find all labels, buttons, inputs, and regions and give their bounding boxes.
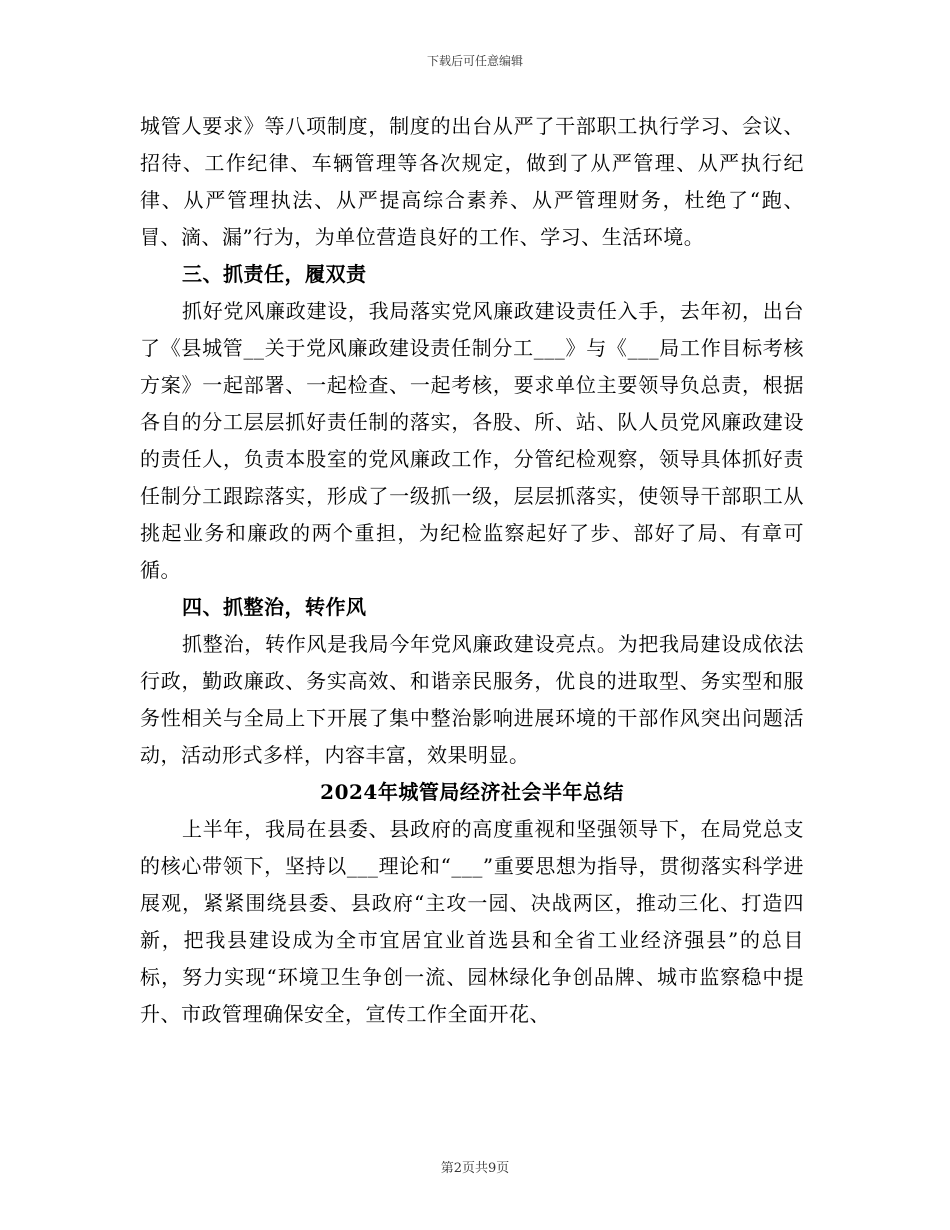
section-heading-4: 四、抓整治，转作风 [182, 595, 367, 619]
page-footer: 第2页共9页 [440, 1161, 510, 1176]
paragraph-4: 上半年，我局在县委、县政府的高度重视和坚强领导下，在局党总支的核心带领下，坚持以___理论和“___”重要思想为指导，贯彻落实科学进展观，紧紧围绕县委、县政府“主攻一园、决战两区，推动三化、打造四新，把我县建设成为全市宜居宜业首选县和全省工业经济强县”的总目标，努力实现“环境卫生争创一流、园林绿化争创品牌、城市监察稳中提升、市政管理确保安全，宣传工作全面开花、 [140, 817, 804, 1026]
section-heading-3: 三、抓责任，履双责 [182, 262, 367, 286]
document-body [140, 108, 804, 1033]
paragraph-1: 城管人要求》等八项制度，制度的出台从严了干部职工执行学习、会议、招待、工作纪律、车辆管理等各次规定，做到了从严管理、从严执行纪律、从严管理执法、从严提高综合素养、从严管理财务，杜绝了“跑、冒、滴、漏”行为，为单位营造良好的工作、学习、生活环境。 [140, 114, 804, 249]
paragraph-2: 抓好党风廉政建设，我局落实党风廉政建设责任入手，去年初，出台了《县城管__关于党风廉政建设责任制分工___》与《___局工作目标考核方案》一起部署、一起检查、一起考核，要求单位主要领导负总责，根据各自的分工层层抓好责任制的落实，各股、所、站、队人员党风廉政建设的责任人，负责本股室的党风廉政工作，分管纪检观察，领导具体抓好责任制分工跟踪落实，形成了一级抓一级，层层抓落实，使领导干部职工从挑起业务和廉政的两个重担，为纪检监察起好了步、部好了局、有章可循。 [140, 299, 804, 582]
page-header: 下载后可任意编辑 [426, 54, 523, 68]
document-title: 2024年城管局经济社会半年总结 [320, 780, 624, 804]
paragraph-3: 抓整治，转作风是我局今年党风廉政建设亮点。为把我局建设成依法行政，勤政廉政、务实高效、和谐亲民服务，优良的进取型、务实型和服务性相关与全局上下开展了集中整治影响进展环境的干部作风突出问题活动，活动形式多样，内容丰富，效果明显。 [140, 632, 804, 767]
